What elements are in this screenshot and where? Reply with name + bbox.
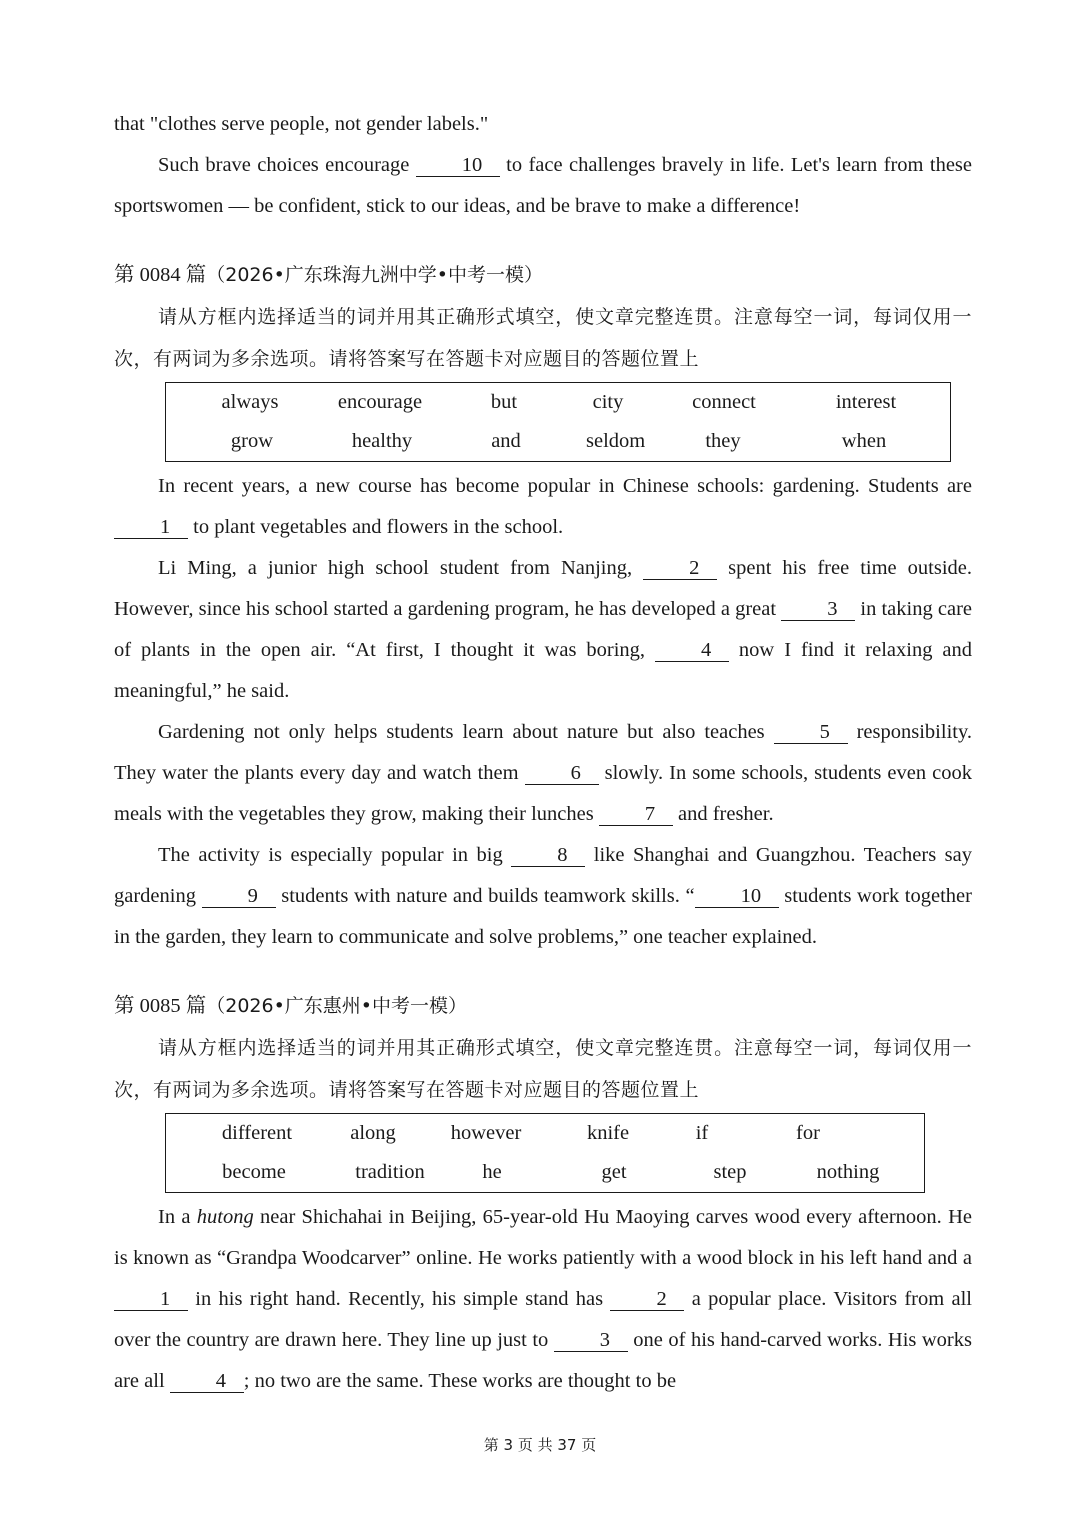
document-page xyxy=(114,104,972,1402)
word-option: they xyxy=(705,430,741,452)
word-option: encourage xyxy=(337,391,423,413)
word-box xyxy=(165,1113,925,1193)
text: slowly. In some schools, students even cook meals with the vegetables they grow, making their lunches xyxy=(114,762,972,825)
text: Such brave choices encourage xyxy=(158,154,416,176)
text: and fresher. xyxy=(672,803,774,825)
text: In recent years, a new course has become popular in Chinese schools: gardening. Students are xyxy=(158,475,972,497)
text: The activity is especially popular in big xyxy=(158,844,512,866)
word-option: however xyxy=(450,1122,522,1144)
blank-4: 4 xyxy=(655,639,729,662)
blank-2: 2 xyxy=(643,557,717,580)
blank-6: 6 xyxy=(525,762,599,785)
blank-4: 4 xyxy=(170,1370,244,1393)
blank-9: 9 xyxy=(202,885,276,908)
word-option: but xyxy=(490,391,518,413)
text: Gardening not only helps students learn about nature but also teaches xyxy=(158,721,774,743)
text: spent his free time outside. However, since his school started a gardening program, he has developed a great xyxy=(114,557,972,620)
blank-1: 1 xyxy=(114,1288,188,1311)
word-option: connect xyxy=(692,391,756,413)
text: Li Ming, a junior high school student from Nanjing, xyxy=(158,557,644,579)
continued-line: that "clothes serve people, not gender labels." xyxy=(114,113,489,135)
word-option: if xyxy=(695,1122,709,1144)
text: in taking care of plants in the open air. “At first, I thought it was boring, xyxy=(114,598,972,661)
word-row xyxy=(166,383,950,422)
word-option: always xyxy=(221,391,279,413)
blank-10: 10 xyxy=(695,885,779,908)
instruction: 请从方框内选择适当的词并用其正确形式填空，使文章完整连贯。注意每空一词，每词仅用一次，有两词为多余选项。请将答案写在答题卡对应题目的答题位置上 xyxy=(114,306,972,370)
word-option: get xyxy=(601,1161,627,1183)
paragraph xyxy=(114,145,972,227)
word-option: different xyxy=(221,1122,293,1144)
text: near Shichahai in Beijing, 65-year-old Hu Maoying carves wood every afternoon. He is known as “Grandpa Woodcarver” online. He works patiently with a wood block in his left hand and a xyxy=(114,1206,972,1269)
word-option: nothing xyxy=(816,1161,880,1183)
word-row xyxy=(166,1114,924,1153)
paragraph xyxy=(114,1197,972,1402)
section-heading-0085 xyxy=(114,986,972,1027)
word-option: healthy xyxy=(351,430,413,452)
word-option: become xyxy=(222,1161,286,1183)
word-option: step xyxy=(713,1161,747,1183)
text: to face challenges bravely in life. Let's learn from these sportswomen — be confident, stick to our ideas, and be brave to make a difference! xyxy=(114,154,972,217)
paragraph xyxy=(114,835,972,958)
section-source: （2026•广东珠海九洲中学•中考一模） xyxy=(206,264,544,286)
text: ; no two are the same. These works are thought to be xyxy=(243,1370,677,1392)
word-option: knife xyxy=(586,1122,630,1144)
text: In a xyxy=(158,1206,197,1228)
blank-2: 2 xyxy=(610,1288,684,1311)
paragraph xyxy=(114,712,972,835)
word-option: city xyxy=(592,391,624,413)
italic-term: hutong xyxy=(196,1206,254,1228)
paragraph xyxy=(114,548,972,712)
text: in his right hand. Recently, his simple stand has xyxy=(188,1288,611,1310)
word-row xyxy=(166,1153,924,1192)
section-source: （2026•广东惠州•中考一模） xyxy=(206,995,468,1017)
blank-5: 5 xyxy=(774,721,848,744)
text: students work together in the garden, they learn to communicate and solve problems,” one teacher explained. xyxy=(114,885,972,948)
word-row xyxy=(166,422,950,461)
word-option: and xyxy=(491,430,521,452)
blank-3: 3 xyxy=(781,598,855,621)
text: students with nature and builds teamwork skills. “ xyxy=(275,885,695,907)
blank-3: 3 xyxy=(554,1329,628,1352)
word-option: he xyxy=(482,1161,502,1183)
word-option: interest xyxy=(835,391,897,413)
text: responsibility. They water the plants every day and watch them xyxy=(114,721,973,784)
section-number: 第 0084 篇 xyxy=(114,264,207,286)
word-option: seldom xyxy=(586,430,646,452)
page-footer: 第 3 页 共 37 页 xyxy=(483,1436,597,1454)
text: to plant vegetables and flowers in the school. xyxy=(188,516,564,538)
section-number: 第 0085 篇 xyxy=(114,995,207,1017)
instruction: 请从方框内选择适当的词并用其正确形式填空，使文章完整连贯。注意每空一词，每词仅用一次，有两词为多余选项。请将答案写在答题卡对应题目的答题位置上 xyxy=(114,1037,972,1101)
text: a popular place. Visitors from all over the country are drawn here. They line up just to xyxy=(114,1288,973,1351)
word-box xyxy=(165,382,951,462)
text: one of his hand-carved works. His works are all xyxy=(114,1329,972,1392)
text: now I find it relaxing and meaningful,” he said. xyxy=(114,639,972,702)
paragraph xyxy=(114,466,972,548)
word-option: grow xyxy=(230,430,274,452)
word-option: tradition xyxy=(355,1161,425,1183)
blank-10: 10 xyxy=(416,154,500,177)
word-option: for xyxy=(796,1122,820,1144)
word-option: along xyxy=(350,1122,396,1144)
blank-1: 1 xyxy=(114,516,188,539)
blank-8: 8 xyxy=(511,844,585,867)
blank-7: 7 xyxy=(599,803,673,826)
text: like Shanghai and Guangzhou. Teachers say gardening xyxy=(114,844,973,907)
section-heading-0084 xyxy=(114,255,972,296)
word-option: when xyxy=(841,430,887,452)
